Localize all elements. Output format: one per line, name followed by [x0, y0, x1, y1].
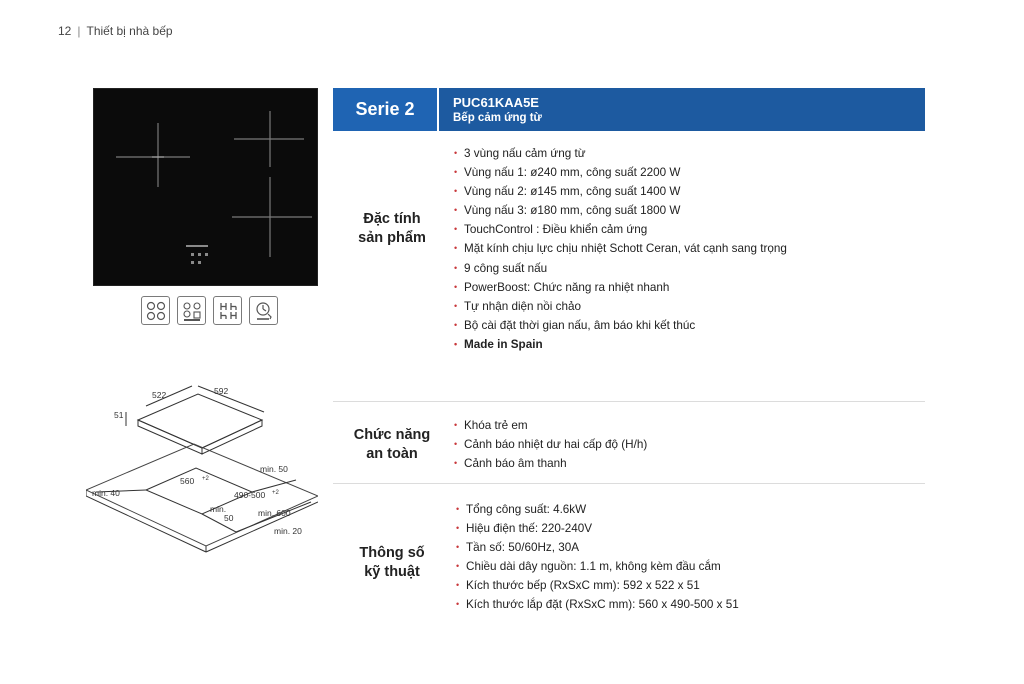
section-title-line2: an toàn — [366, 446, 418, 462]
safety-list — [454, 416, 647, 473]
specs-list — [456, 500, 739, 615]
dimension-drawing — [86, 372, 318, 572]
header-separator: | — [77, 24, 81, 38]
section-title-line1: Thông số — [359, 545, 425, 561]
list-item: • Cảnh báo âm thanh — [454, 454, 647, 473]
label-min-40: min. 40 — [92, 488, 120, 498]
product-photo — [93, 88, 318, 286]
label-cutout-width-tol: +2 — [202, 476, 209, 482]
page-header — [58, 24, 173, 38]
label-min-50-right: min. 50 — [260, 464, 288, 474]
section-title-line1: Đặc tính — [363, 211, 421, 227]
list-item: • Tự nhận diện nồi chảo — [454, 297, 787, 316]
section-features — [333, 140, 925, 400]
section-title-line1: Chức năng — [353, 427, 431, 443]
list-item: • Vùng nấu 2: ø145 mm, công suất 1400 W — [454, 182, 787, 201]
page-number: 12 — [58, 24, 72, 38]
list-item: • 3 vùng nấu cảm ứng từ — [454, 144, 787, 163]
timer-icon — [249, 296, 278, 325]
section-safety — [333, 412, 925, 482]
list-item: • Made in Spain — [454, 335, 787, 354]
label-min-600: min. 600 — [258, 508, 291, 518]
list-item: • Khóa trẻ em — [454, 416, 647, 435]
list-item: • Bộ cài đặt thời gian nấu, âm báo khi kết thúc — [454, 316, 787, 335]
section-title-line2: sản phẩm — [358, 230, 426, 246]
section-title-specs — [333, 544, 451, 582]
label-min-front-value: 50 — [224, 513, 234, 523]
list-item: • Kích thước bếp (RxSxC mm): 592 x 522 x 51 — [456, 576, 739, 595]
model-header-bar — [333, 88, 925, 131]
label-min-front: min. — [210, 504, 227, 514]
section-title-safety — [333, 426, 451, 464]
list-item: • 9 công suất nấu — [454, 259, 787, 278]
section-title-features — [333, 210, 451, 248]
touch-control-icon — [177, 296, 206, 325]
list-item: • Mặt kính chịu lực chịu nhiệt Schott Ceran, vát cạnh sang trọng — [454, 239, 787, 258]
list-item: • Tổng công suất: 4.6kW — [456, 500, 739, 519]
page-category: Thiết bị nhà bếp — [86, 24, 173, 38]
section-specs — [333, 496, 925, 616]
product-type: Bếp cảm ứng từ — [453, 112, 542, 124]
section-divider — [333, 483, 925, 484]
list-item: • PowerBoost: Chức năng ra nhiệt nhanh — [454, 278, 787, 297]
list-item: • TouchControl : Điều khiển cảm ứng — [454, 220, 787, 239]
residual-heat-icon — [213, 296, 242, 325]
section-title-line2: kỹ thuật — [364, 564, 420, 580]
list-item: • Tần số: 50/60Hz, 30A — [456, 538, 739, 557]
list-item: • Vùng nấu 3: ø180 mm, công suất 1800 W — [454, 201, 787, 220]
label-min-20: min. 20 — [274, 526, 302, 536]
section-divider — [333, 401, 925, 402]
label-cutout-depth-tol: +2 — [272, 490, 279, 496]
series-label: Serie 2 — [333, 88, 437, 131]
label-cutout-width: 560 — [180, 476, 195, 486]
header-divider — [437, 88, 439, 131]
features-list — [454, 144, 787, 354]
cooktop-zones-icon — [141, 296, 170, 325]
label-width: 592 — [214, 386, 229, 396]
label-depth: 522 — [152, 390, 167, 400]
list-item: • Hiệu điện thế: 220-240V — [456, 519, 739, 538]
model-code: PUC61KAA5E — [453, 95, 539, 110]
list-item: • Vùng nấu 1: ø240 mm, công suất 2200 W — [454, 163, 787, 182]
list-item: • Chiều dài dây nguồn: 1.1 m, không kèm đầu cắm — [456, 557, 739, 576]
label-cutout-depth: 490-500 — [234, 490, 266, 500]
label-height: 51 — [114, 410, 124, 420]
list-item: • Kích thước lắp đặt (RxSxC mm): 560 x 490-500 x 51 — [456, 595, 739, 614]
feature-icons — [141, 296, 278, 325]
installation-diagram — [86, 372, 318, 572]
list-item: • Cảnh báo nhiệt dư hai cấp độ (H/h) — [454, 435, 647, 454]
cooktop-illustration — [94, 89, 317, 285]
